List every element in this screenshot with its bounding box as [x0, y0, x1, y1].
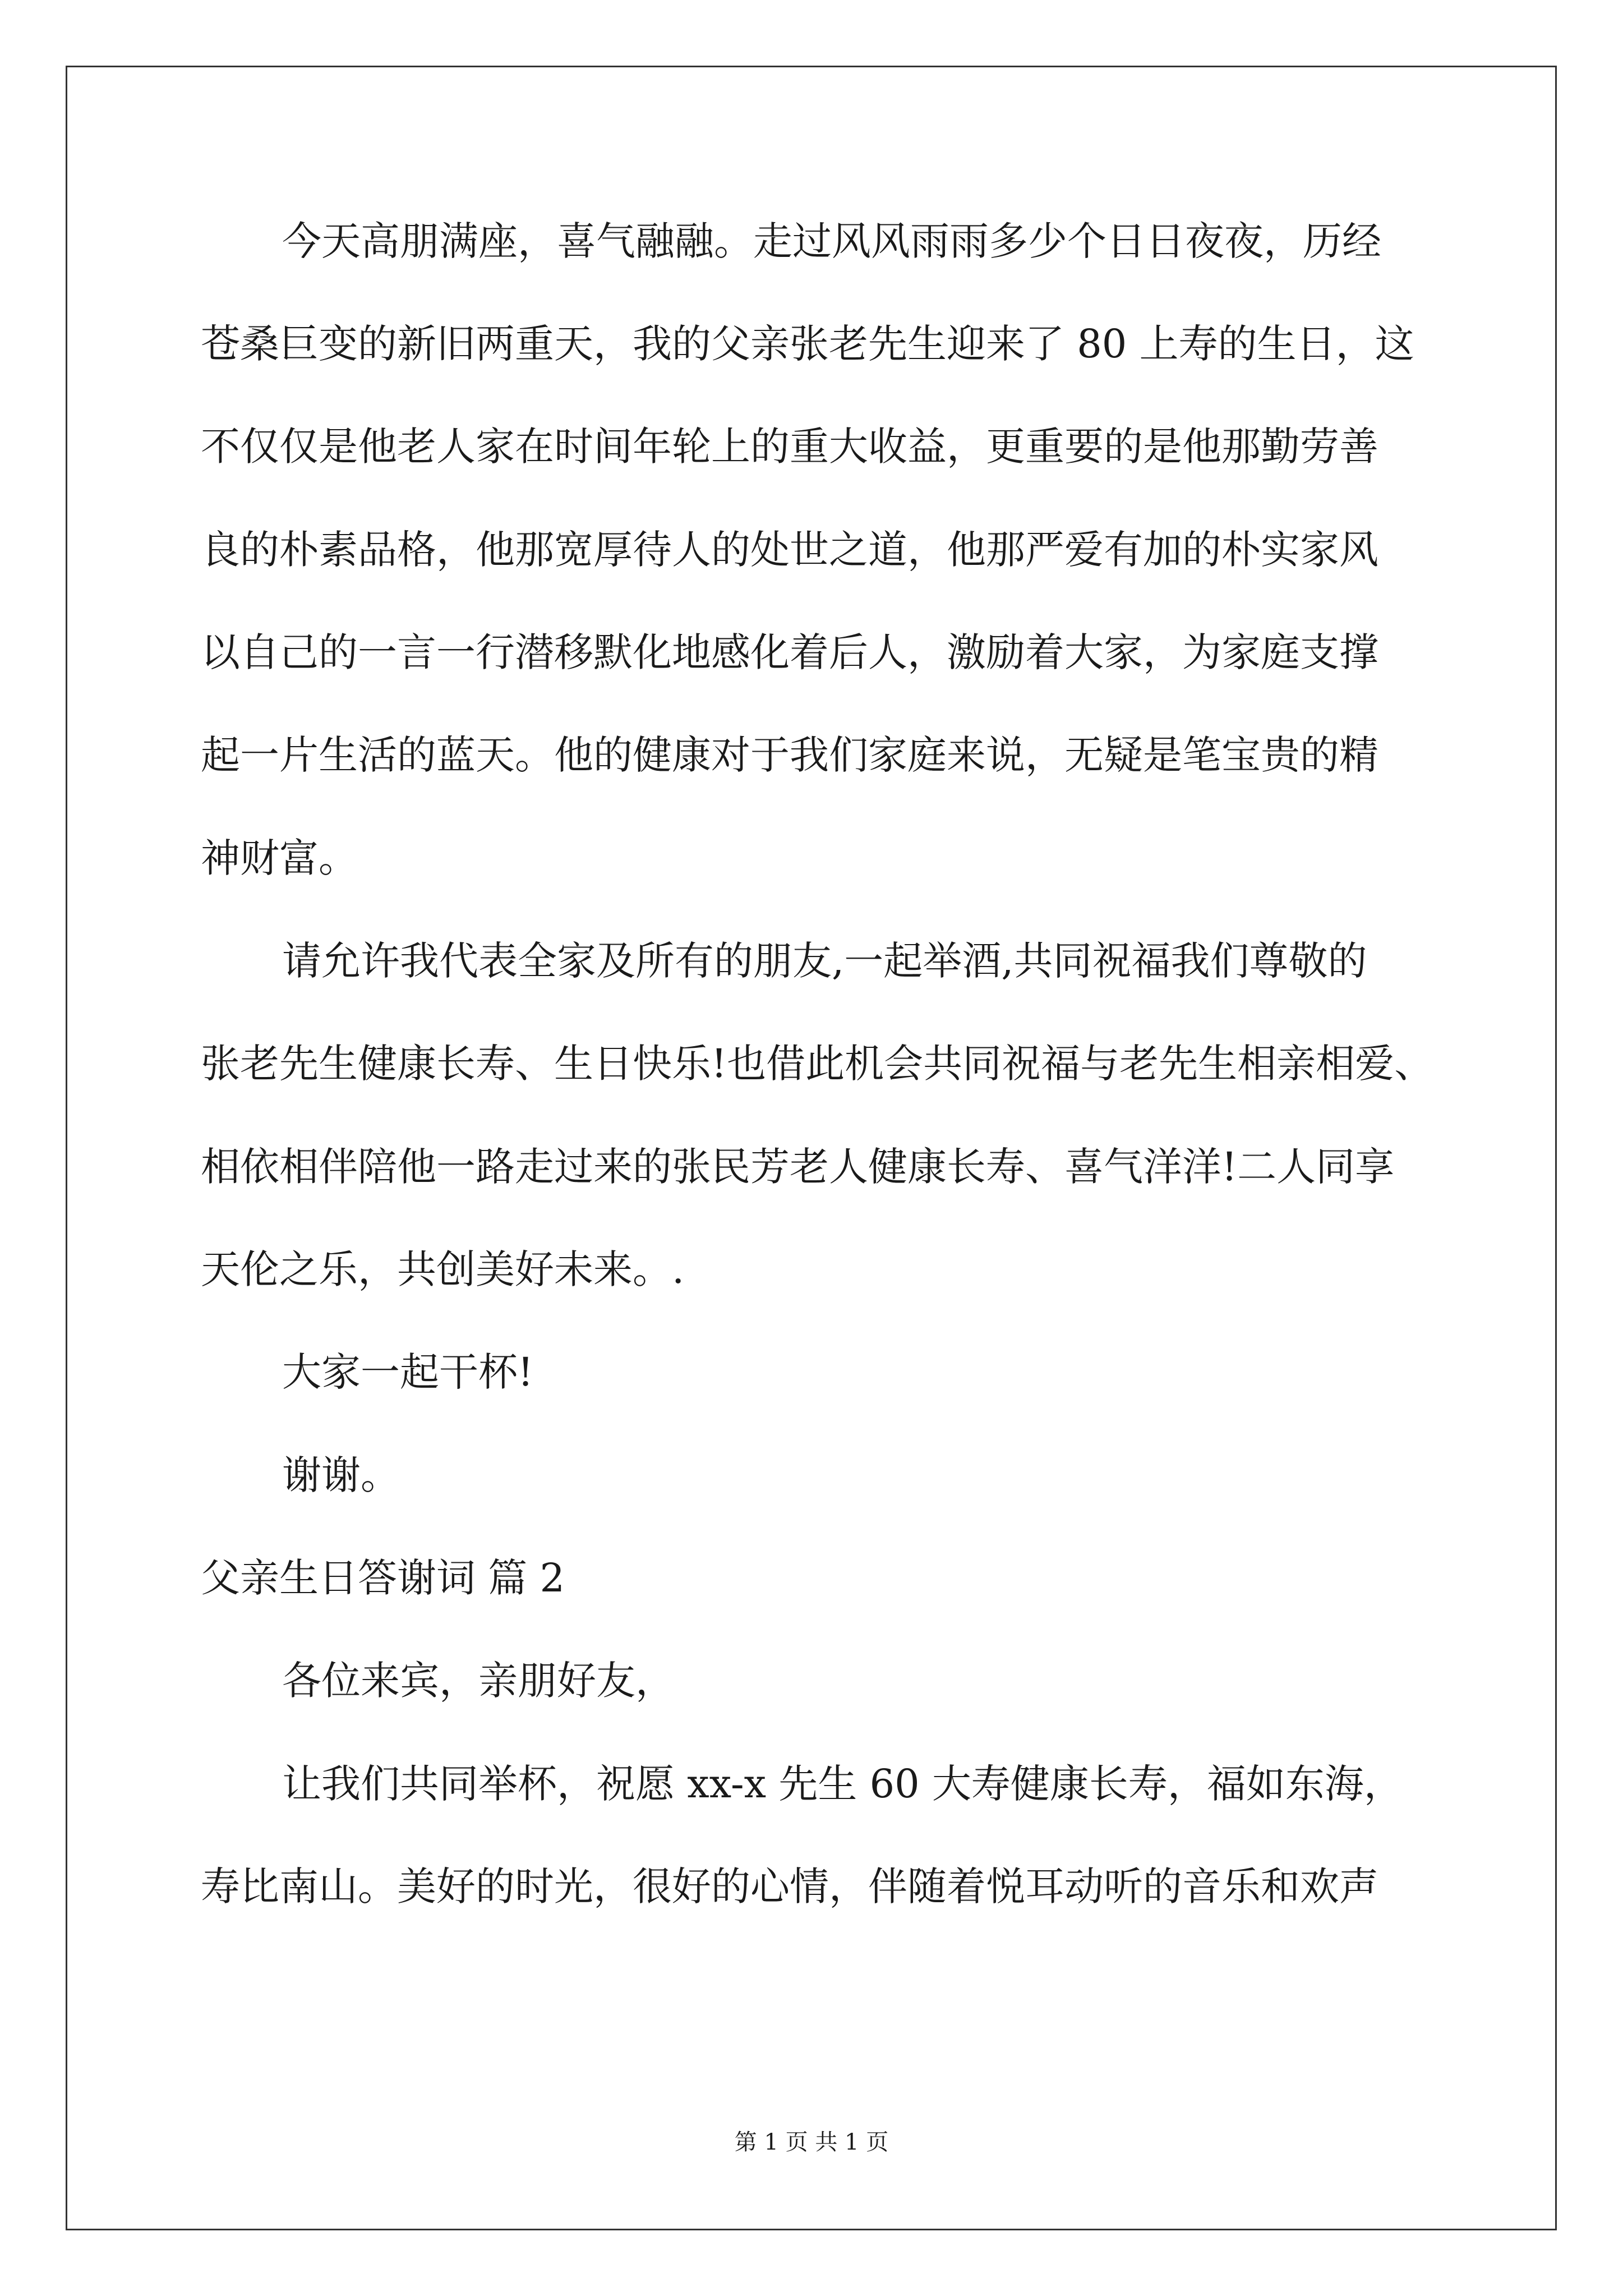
paragraph-1-line-3: 不仅仅是他老人家在时间年轮上的重大收益，更重要的是他那勤劳善 — [201, 424, 1378, 470]
paragraph-1-line-2: 苍桑巨变的新旧两重天，我的父亲张老先生迎来了 80 上寿的生日，这 — [201, 321, 1414, 367]
paragraph-1-line-5: 以自己的一言一行潜移默化地感化着后人，激励着大家，为家庭支撑 — [201, 629, 1378, 675]
paragraph-4: 谢谢。 — [282, 1452, 400, 1498]
paragraph-1-line-1: 今天高朋满座，喜气融融。走过风风雨雨多少个日日夜夜，历经 — [282, 218, 1381, 264]
salutation: 各位来宾，亲朋好友， — [282, 1658, 675, 1704]
paragraph-2-line-4: 天伦之乐，共创美好未来。. — [201, 1246, 685, 1292]
paragraph-6-line-1: 让我们共同举杯，祝愿 xx-x 先生 60 大寿健康长寿，福如东海， — [282, 1761, 1403, 1807]
paragraph-2-line-1: 请允许我代表全家及所有的朋友,一起举酒,共同祝福我们尊敬的 — [282, 938, 1367, 984]
paragraph-1-line-6: 起一片生活的蓝天。他的健康对于我们家庭来说，无疑是笔宝贵的精 — [201, 732, 1378, 778]
paragraph-1-line-4: 良的朴素品格，他那宽厚待人的处世之道，他那严爱有加的朴实家风 — [201, 527, 1378, 573]
paragraph-2-line-3: 相依相伴陪他一路走过来的张民芳老人健康长寿、喜气洋洋!二人同享 — [201, 1144, 1395, 1190]
section-heading: 父亲生日答谢词 篇 2 — [201, 1555, 565, 1601]
paragraph-6-line-2: 寿比南山。美好的时光，很好的心情，伴随着悦耳动听的音乐和欢声 — [201, 1864, 1378, 1910]
paragraph-1-line-7: 神财富。 — [201, 835, 358, 881]
paragraph-2-line-2: 张老先生健康长寿、生日快乐!也借此机会共同祝福与老先生相亲相爱、 — [201, 1041, 1434, 1087]
paragraph-3: 大家一起干杯! — [282, 1349, 534, 1395]
page-footer: 第 1 页 共 1 页 — [734, 2129, 889, 2155]
